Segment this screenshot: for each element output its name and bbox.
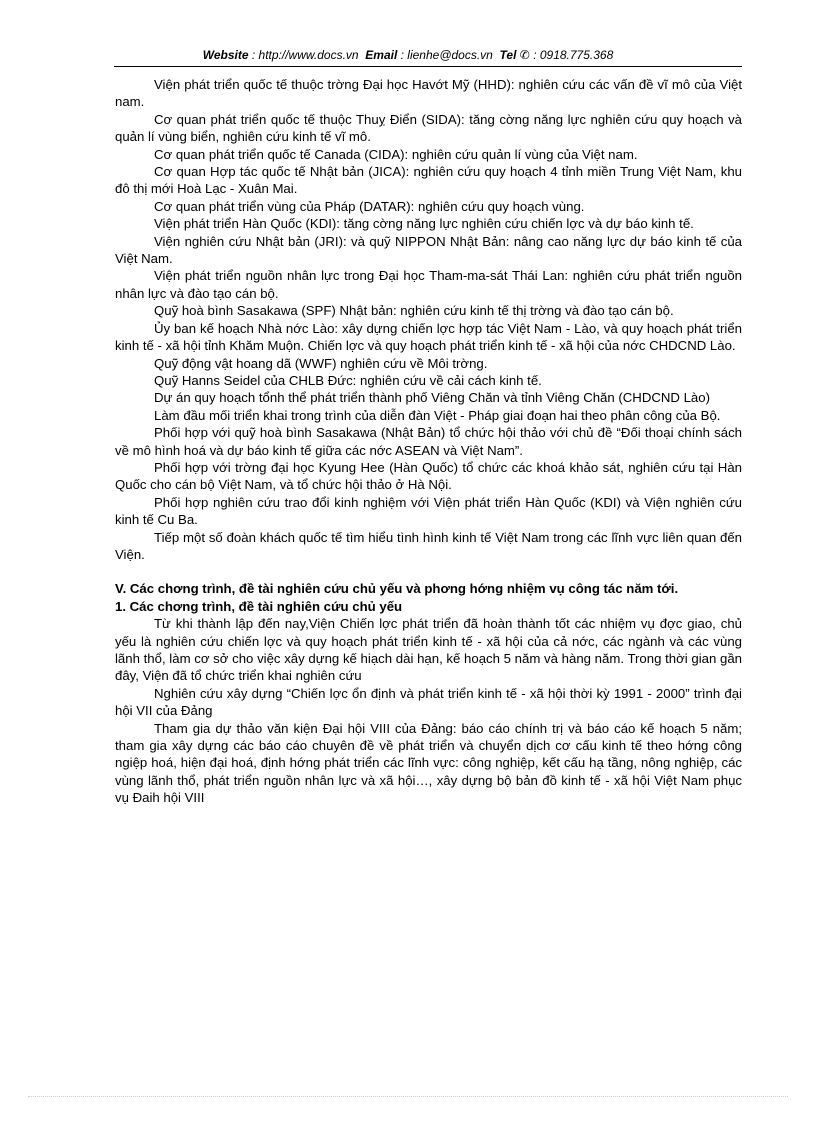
page-footer-rule (28, 1096, 788, 1097)
page-header (0, 48, 816, 62)
sub-heading: 1. Các chơng trình, đề tài nghiên cứu chủ yếu (115, 598, 403, 614)
paragraph: Viện nghiên cứu Nhật bản (JRI): và quỹ NIPPON Nhật Bản: nâng cao năng lực dự báo kinh tế của Việt Nam. (115, 233, 742, 267)
section-heading: V. Các chơng trình, đề tài nghiên cứu chủ yếu và phơng hớng nhiệm vụ công tác năm tới. (115, 581, 679, 597)
paragraph: Cơ quan phát triển vùng của Pháp (DATAR): nghiên cứu quy hoạch vùng. (154, 198, 585, 214)
website-value: : http://www.docs.vn (251, 48, 359, 62)
paragraph: Làm đầu mối triển khai trong trình của diễn đàn Việt - Pháp giai đoạn hai theo phân công của Bộ. (154, 407, 721, 423)
paragraph: Cơ quan Hợp tác quốc tế Nhật bản (JICA): nghiên cứu quy hoạch 4 tỉnh miền Trung Việt Nam, khu đô thị mới Hoà Lạc - Xuân Mai. (115, 164, 742, 197)
paragraph: Phối hợp nghiên cứu trao đổi kinh nghiệm với Viện phát triển Hàn Quốc (KDI) và Viện nghiên cứu kinh tế Cu Ba. (115, 494, 742, 528)
paragraph: Tham gia dự thảo văn kiện Đại hội VIII của Đảng: báo cáo chính trị và báo cáo kế hoạch 5 năm; tham gia xây dựng các báo cáo chuyên đề về phát triển và chuyển dịch cơ cấu kinh tế theo hớng công ngiệp hoá, hiện đại hoá, định hớng phát triển các lĩnh vực: công nghiệp, kết cấu hạ tầng, nông nghiệp, các vùng lãnh thổ, phát triển nguồn nhân lực và xã hội…, xây dựng bộ bản đồ kinh tế - xã hội Việt Nam phục vụ Đaih hội VIII (115, 720, 742, 806)
paragraph: Nghiên cứu xây dựng “Chiến lợc ổn định và phát triển kinh tế - xã hội thời kỳ 1991 - 2000” trình đại hội VII của Đảng (115, 685, 742, 719)
paragraph: Quỹ hoà bình Sasakawa (SPF) Nhật bản: nghiên cứu kinh tế thị trờng và đào tạo cán bộ. (154, 303, 674, 319)
paragraph: Viện phát triển quốc tế thuộc trờng Đại học Havớt Mỹ (HHD): nghiên cứu các vấn đề vĩ mô của Việt nam. (115, 77, 742, 110)
document-body (115, 76, 742, 807)
paragraph: Phối hợp với trờng đại học Kyung Hee (Hàn Quốc) tổ chức các khoá khảo sát, nghiên cứu tại Hàn Quốc cho cán bộ Việt Nam, và tổ chức hội thảo ở Hà Nội. (115, 459, 742, 493)
section-gap (115, 563, 742, 580)
email-value: : lienhe@docs.vn (400, 48, 493, 62)
paragraph: Phối hợp với quỹ hoà bình Sasakawa (Nhật Bản) tổ chức hội thảo với chủ đề “Đối thoại chính sách về mô hình hoá và dự báo kinh tế giữa các nớc ASEAN và Việt Nam”. (115, 425, 742, 458)
paragraph: Cơ quan phát triển quốc tế Canada (CIDA): nghiên cứu quản lí vùng của Việt nam. (154, 146, 638, 162)
tel-value: : 0918.775.368 (533, 48, 614, 62)
email-label: Email (365, 48, 398, 62)
paragraph: Tiếp một số đoàn khách quốc tế tìm hiểu tình hình kinh tế Việt Nam trong các lĩnh vực liên quan đến Viện. (115, 529, 742, 562)
paragraph: Viện phát triển nguồn nhân lực trong Đại học Tham-ma-sát Thái Lan: nghiên cứu phát triển nguồn nhân lực và đào tạo cán bộ. (115, 268, 742, 301)
paragraph: Viện phát triển Hàn Quốc (KDI): tăng cờng năng lực nghiên cứu chiến lợc và dự báo kinh tế. (154, 216, 694, 232)
phone-icon: ✆ (519, 48, 530, 62)
paragraph: Quỹ Hanns Seidel của CHLB Đức: nghiên cứu về cải cách kinh tế. (154, 372, 542, 388)
website-label: Website (202, 48, 249, 62)
paragraph: Ủy ban kế hoạch Nhà nớc Lào: xây dựng chiến lợc hợp tác Việt Nam - Lào, và quy hoạch phát triển kinh tế - xã hội tỉnh Khăm Muộn. Chiến lợc và quy hoạch phát triển kinh tế - xã hội của nớc CHDCND Lào. (115, 320, 742, 354)
paragraph: Cơ quan phát triển quốc tế thuộc Thuỵ Điển (SIDA): tăng cờng năng lực nghiên cứu quy hoạch và quản lí vùng biển, nghiên cứu kinh tế vĩ mô. (115, 111, 742, 145)
paragraph: Dự án quy hoạch tổnh thể phát triển thành phố Viêng Chăn và tỉnh Viêng Chăn (CHDCND Lào) (154, 390, 710, 406)
paragraph: Từ khi thành lập đến nay,Viện Chiến lợc phát triển đã hoàn thành tốt các nhiệm vụ đợc giao, chủ yếu là nghiên cứu chiến lợc và quy hoạch phát triển kinh tế - xã hội của cả nớc, các ngành và các vùng lãnh thổ, làm cơ sở cho việc xây dựng kế hiạch dài hạn, kế hoạch 5 năm và hàng năm. Trong thời gian gần đây, Viện đã tổ chức triển khai nghiên cứu (115, 616, 742, 684)
header-rule (114, 66, 742, 67)
tel-label: Tel (499, 48, 517, 62)
paragraph: Quỹ động vật hoang dã (WWF) nghiên cứu về Môi trờng. (154, 355, 488, 371)
